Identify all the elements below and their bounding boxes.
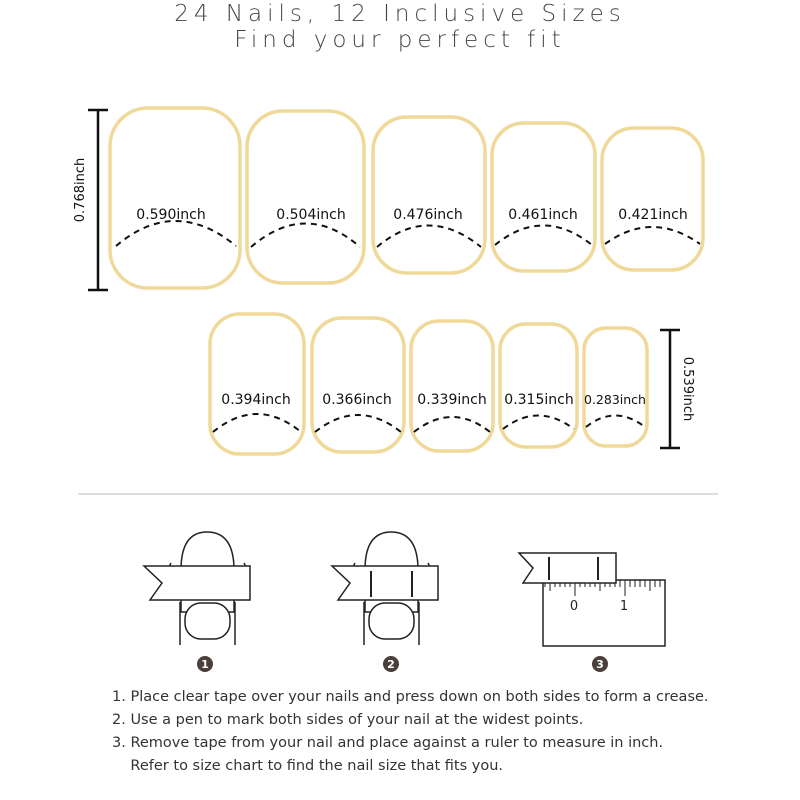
row1-nail-1-label: 0.590inch [136,207,206,223]
page-title: 24 Nails, 12 Inclusive Sizes [174,1,626,27]
instruction-step-3-continued: Refer to size chart to find the nail size that fits you. [112,758,504,774]
page-subtitle: Find your perfect fit [234,27,566,53]
svg-text:1: 1 [201,658,209,671]
row2-nail-3-label: 0.339inch [417,392,487,408]
row2-nail-4 [500,324,577,447]
row1-nail-4-label: 0.461inch [508,207,578,223]
row1-nail-5 [602,128,703,270]
row2-nail-2 [312,318,404,452]
row1-nail-5-label: 0.421inch [618,207,688,223]
row1-height-dimension [73,110,108,290]
step3-badge [592,656,608,672]
step1-tape-icon [144,532,250,645]
svg-text:3: 3 [596,658,604,671]
row1-nail-4 [492,123,595,271]
row2-nail-4-label: 0.315inch [504,392,574,408]
row1-nail-3 [373,117,485,273]
step3-ruler-icon [519,553,665,646]
row1-nail-2-label: 0.504inch [276,207,346,223]
row1-nail-3-label: 0.476inch [393,207,463,223]
instruction-step-2: 2. Use a pen to mark both sides of your nail at the widest points. [112,712,584,728]
step2-badge [383,656,399,672]
instruction-step-3: 3. Remove tape from your nail and place against a ruler to measure in inch. [112,735,664,751]
ruler-one: 1 [619,599,629,614]
step2-mark-icon [332,532,438,645]
row2-height-dimension [660,330,695,448]
svg-text:2: 2 [387,658,395,671]
row2-nail-5 [584,328,647,446]
row1-nail-2 [247,111,364,283]
ruler-zero: 0 [569,599,579,614]
row2-nail-5-label: 0.283inch [584,392,646,407]
row1-height-label: 0.768inch [73,157,88,223]
row2-nail-3 [411,321,493,451]
row1-nail-1 [110,108,240,288]
step1-badge [197,656,213,672]
instructions-list [112,686,709,778]
row2-height-label: 0.539inch [680,356,695,422]
row2-nail-2-label: 0.366inch [322,392,392,408]
row2-nail-1-label: 0.394inch [221,392,291,408]
row2-nail-1 [210,314,304,454]
instruction-step-1: 1. Place clear tape over your nails and press down on both sides to form a crease. [112,689,709,705]
